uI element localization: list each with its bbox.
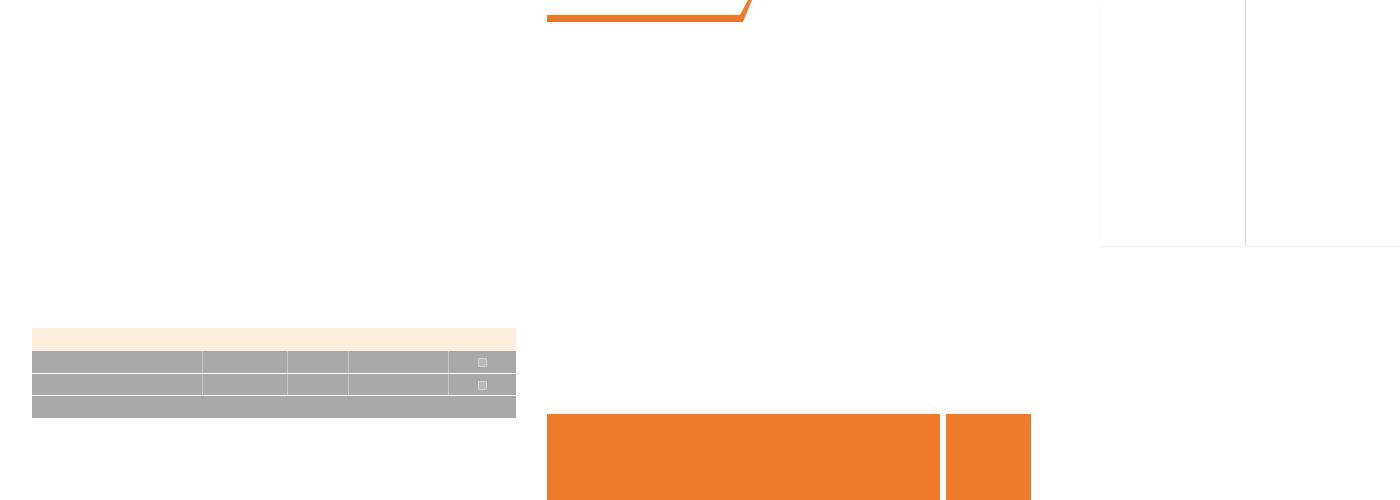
partner-checklist-back-page — [1110, 238, 1400, 500]
signature-banner — [547, 414, 940, 500]
section-concept-brand — [32, 374, 516, 397]
section-site-selection — [32, 351, 516, 374]
letter-body — [659, 74, 1019, 91]
header-target-date — [203, 328, 288, 351]
page-divider — [1245, 0, 1246, 246]
completed-checkbox[interactable] — [478, 358, 487, 367]
orange-accent-stripe — [547, 0, 752, 22]
section-architecture — [32, 396, 516, 419]
header-task — [32, 328, 203, 351]
completed-checkbox[interactable] — [478, 381, 487, 390]
what-now-logo — [946, 414, 1031, 500]
header-completed — [449, 328, 516, 351]
table-header — [32, 328, 516, 351]
partner-checklist-front-page — [1100, 0, 1400, 246]
header-urgency — [288, 328, 349, 351]
header-person-responsible — [349, 328, 449, 351]
checklist-page — [32, 0, 516, 500]
site-selection-table — [32, 351, 516, 419]
